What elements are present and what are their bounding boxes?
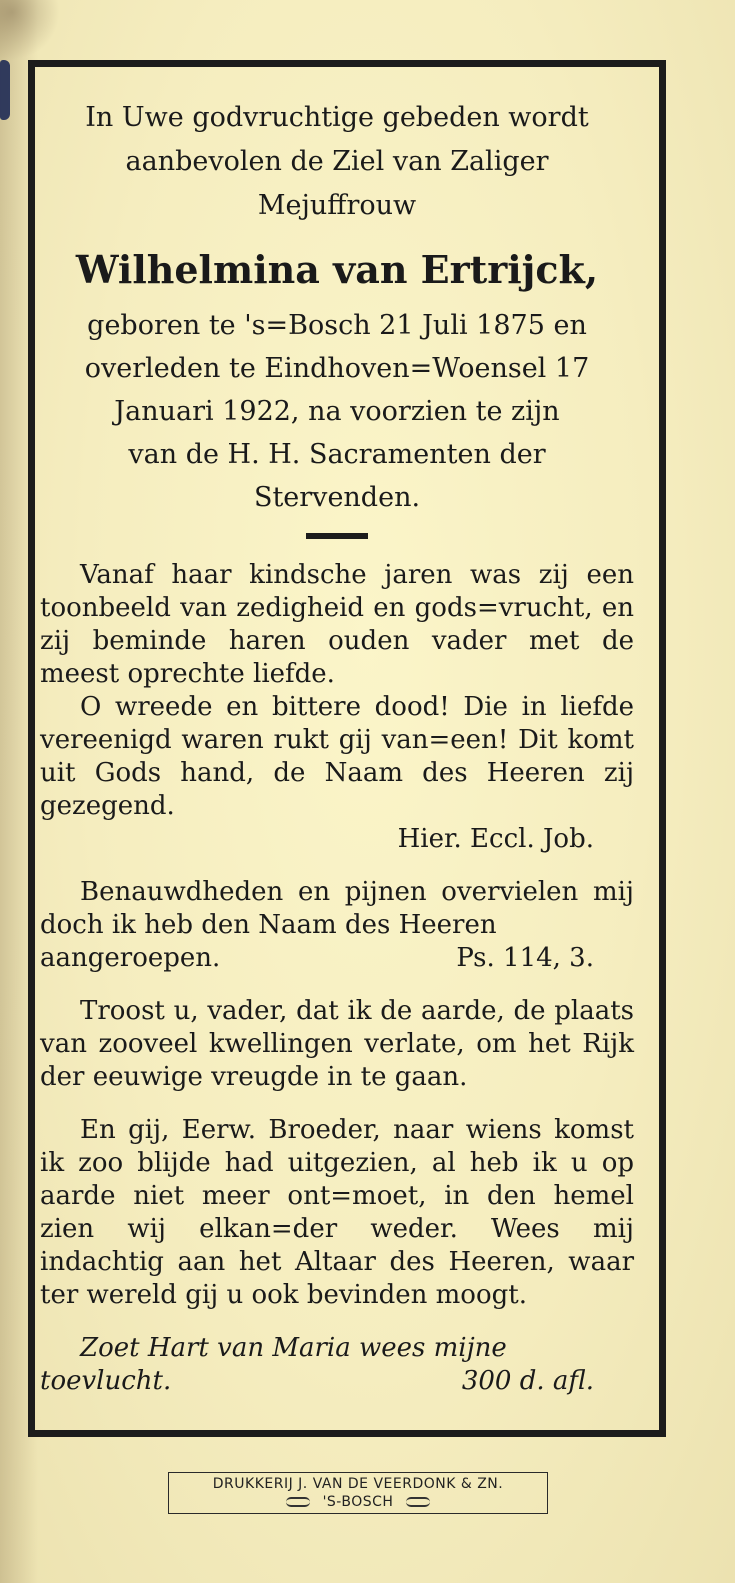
spacer [40, 1312, 634, 1332]
divider-rule [306, 533, 368, 539]
flourish-right-icon [406, 1497, 430, 1507]
paper-corner-stain [0, 0, 60, 60]
deceased-name: Wilhelmina van Ertrijck, [75, 247, 599, 292]
spacer [40, 856, 634, 876]
psalm-last-line [40, 942, 634, 975]
paragraph-comfort: Troost u, vader, dat ik de aarde, de plaats van zooveel kwellingen verlate, om het Rijk der eeuwige vreugde in te gaan. [40, 996, 634, 1092]
paragraph-psalm: Benauwdheden en pijnen overvielen mij doch ik heb den Naam des Heeren [40, 877, 634, 940]
bio-block [40, 304, 634, 519]
bio-line-3: Januari 1922, na voorzien te zijn [114, 396, 560, 427]
paragraph-brother: En gij, Eerw. Broeder, naar wiens komst ik zoo blijde had uitgezien, al heb ik u op aarde niet meer ont=moet, in den hemel zien wij elkan=der weder. Wees mij indachtig aan het Altaar des Heeren, waar ter wereld gij u ook bevinden moogt. [40, 1115, 634, 1310]
reference-job: Hier. Eccl. Job. [397, 824, 594, 854]
intro-line-3: Mejuffrouw [257, 190, 417, 221]
spacer [40, 975, 634, 995]
intro-block [40, 96, 634, 228]
printer-city: 'S-BOSCH [322, 1494, 394, 1510]
spacer [40, 1094, 634, 1114]
prayer-last-line [40, 1365, 634, 1398]
paragraph-death: O wreede en bittere dood! Die in liefde vereenigd waren rukt gij van=een! Dit komt uit Gods hand, de Naam des Heeren zij gezegend. [40, 692, 634, 821]
ink-blot [0, 60, 10, 120]
prayer-last-word: toevlucht. [40, 1366, 172, 1396]
card-text [40, 96, 634, 1398]
bio-line-4: van de H. H. Sacramenten der [128, 439, 546, 470]
flourish-left-icon [286, 1497, 310, 1507]
indulgence-note: 300 d. afl. [461, 1366, 594, 1396]
bio-line-5: Stervenden. [253, 482, 421, 513]
printer-imprint [168, 1472, 548, 1514]
intro-line-1: In Uwe godvruchtige gebeden wordt [85, 102, 589, 133]
printer-name: DRUKKERIJ J. VAN DE VEERDONK & ZN. [212, 1476, 504, 1492]
paragraph-virtue: Vanaf haar kindsche jaren was zij een toonbeeld van zedigheid en gods=vrucht, en zij beminde haren ouden vader met de meest oprechte liefde. [40, 560, 634, 689]
printer-city-row [169, 1493, 547, 1511]
reference-psalm: Ps. 114, 3. [456, 943, 594, 973]
psalm-last-word: aangeroepen. [40, 943, 221, 973]
bio-line-2: overleden te Eindhoven=Woensel 17 [84, 353, 590, 384]
bio-line-1: geboren te 's=Bosch 21 Juli 1875 en [87, 310, 587, 341]
paragraph-prayer: Zoet Hart van Maria wees mijne [80, 1333, 507, 1363]
intro-line-2: aanbevolen de Ziel van Zaliger [125, 146, 549, 177]
